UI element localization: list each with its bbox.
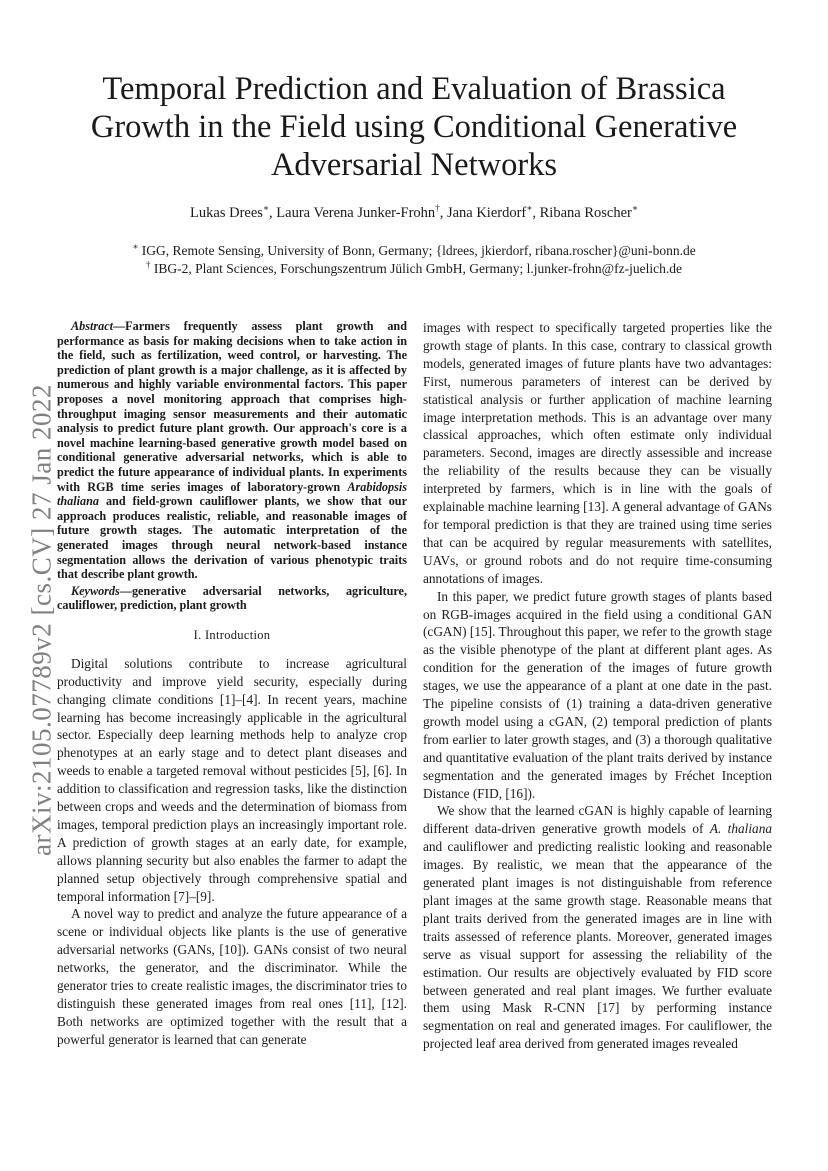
affiliation-1 (60, 242, 768, 260)
left-column (57, 319, 407, 1049)
author-affil-mark: ∗ (526, 203, 533, 214)
paragraph-text: and cauliflower and predicting realistic looking and reasonable images. By realistic, we mean that the appearance of the generated plant images is not distinguishable from reference plant images at the same growth stage. Reasonable means that plant traits derived from the generated images are in line with traits assessed of reference plants. Moreover, generated images serve as visual support for assessing the reliability of the estimation. Our results are objectively evaluated by FID score between generated and real plant images. We further evaluate them using Mask R-CNN [17] by performing instance segmentation on real and generated images. For cauliflower, the projected leaf area derived from generated images revealed (423, 839, 772, 1052)
body-paragraph: images with respect to specifically targeted properties like the growth stage of plants. In this case, contrary to classical growth models, generated images of future plants have two advantages: First, numerous parameters of interest can be derived by statistical analysis or further application of machine learning image interpretation methods. This is an advantage over many classical approaches, which often estimate only individual parameters. Second, images are directly assessible and increase the reliability of the results because they can be visually interpreted by farmers, which is in line with the goals of explainable machine learning [13]. A general advantage of GANs for temporal prediction is that they are trained using time series that can be acquired by regular measurements with satellites, UAVs, or ground robots and do not require time-consuming annotations of images. (423, 320, 772, 586)
affiliation-text: IGG, Remote Sensing, University of Bonn, Germany; {ldrees, jkierdorf, ribana.roscher}@uni-bonn.de (141, 243, 696, 258)
affil-mark: † (146, 259, 151, 270)
abstract-text-2: and field-grown cauliflower plants, we show that our approach produces realistic, reliable, and reasonable images of future growth stages. The automatic interpretation of the generated images through neural network-based instance segmentation allows the derivation of various phenotypic traits that describe plant growth. (57, 494, 407, 582)
keywords-label: Keywords (71, 583, 120, 598)
arxiv-identifier: arXiv:2105.07789v2 [cs.CV] 27 Jan 2022 (26, 384, 57, 856)
paper-title: Temporal Prediction and Evaluation of Brassica Growth in the Field using Conditional Generative Adversarial Networks (90, 71, 738, 183)
body-paragraph: In this paper, we predict future growth stages of plants based on RGB-images acquired in the field using a conditional GAN (cGAN) [15]. Throughout this paper, we refer to the growth stage as the visible phenotype of the plant at different plant ages. As condition for the generation of the images of future growth stages, we use the appearance of a plant at one date in the past. The pipeline consists of (1) training a data-driven generative growth model using a cGAN, (2) temporal prediction of plants from earlier to later growth stages, and (3) a thorough qualitative and quantitative evaluation of the plant traits derived by instance segmentation and the generated images by Fréchet Inception Distance (FID, [16]). (423, 588, 772, 801)
abstract-text: —Farmers frequently assess plant growth and performance as basis for making decisions when to take action in the field, such as fertilization, weed control, or harvesting. The prediction of plant growth is a major challenge, as it is affected by numerous and highly variable environmental factors. This paper proposes a novel monitoring approach that comprises high-throughput imaging sensor measurements and their automatic analysis to predict future plant growth. Our approach's core is a novel machine learning-based generative growth model based on conditional generative adversarial networks, which is able to predict the future appearance of individual plants. In experiments with RGB time series images of laboratory-grown (57, 319, 407, 494)
abstract-species: Arabidopsis thaliana (57, 479, 407, 509)
section-heading: I. Introduction (193, 627, 271, 642)
paragraph-text: We show that the learned cGAN is highly capable of learning different data-driven generative growth models of (423, 803, 772, 837)
author-name: Ribana Roscher (539, 205, 632, 221)
arxiv-sidebar (22, 370, 62, 870)
keywords-text: —generative adversarial networks, agriculture, cauliflower, prediction, plant growth (57, 583, 407, 613)
author-affil-mark: † (435, 203, 440, 214)
keywords (57, 584, 407, 613)
author-affil-mark: ∗ (631, 203, 638, 214)
author-list: Lukas Drees∗, Laura Verena Junker-Frohn†, Jana Kierdorf∗, Ribana Roscher∗ (190, 203, 638, 221)
affil-mark: ∗ (132, 241, 139, 252)
affiliation-text: IBG-2, Plant Sciences, Forschungszentrum Jülich GmbH, Germany; l.junker-frohn@fz-juelich.de (153, 261, 682, 276)
affiliation-2 (60, 260, 768, 278)
right-column (423, 319, 772, 1053)
author-name: Jana Kierdorf (446, 205, 527, 221)
abstract-label: Abstract (71, 319, 113, 333)
body-paragraph: A novel way to predict and analyze the future appearance of a scene or individual objects like plants is the use of generative adversarial networks (GANs, [10]). GANs consist of two neural networks, the generator, and the discriminator. While the generator tries to create realistic images, the discriminator tries to distinguish these generated images from real ones [11], [12]. Both networks are optimized together with the result that a powerful generator is learned that can generate (57, 906, 407, 1047)
body-paragraph (423, 802, 772, 1053)
author-affil-mark: ∗ (262, 203, 270, 214)
author-name: Laura Verena Junker-Frohn (276, 205, 436, 221)
abstract (57, 319, 407, 582)
author-name: Lukas Drees (190, 205, 263, 221)
body-paragraph: Digital solutions contribute to increase agricultural productivity and improve yield security, especially during changing climate conditions [1]–[4]. In recent years, machine learning has become increasingly applicable in the agricultural sector. Especially deep learning methods help to analyze crop phenotypes at an early stage and to detect plant diseases and weeds to enable a targeted removal without pesticides [5], [6]. In addition to classification and regression tasks, like the distinction between crops and weeds and the determination of biomass from images, temporal prediction plays an increasingly important role. A prediction of growth stages at an early date, for example, allows planning security but also enables the farmer to adapt the planned setup objectively through comprehensive spatial and temporal information [7]–[9]. (57, 655, 407, 904)
species-name: A. thaliana (709, 821, 772, 837)
